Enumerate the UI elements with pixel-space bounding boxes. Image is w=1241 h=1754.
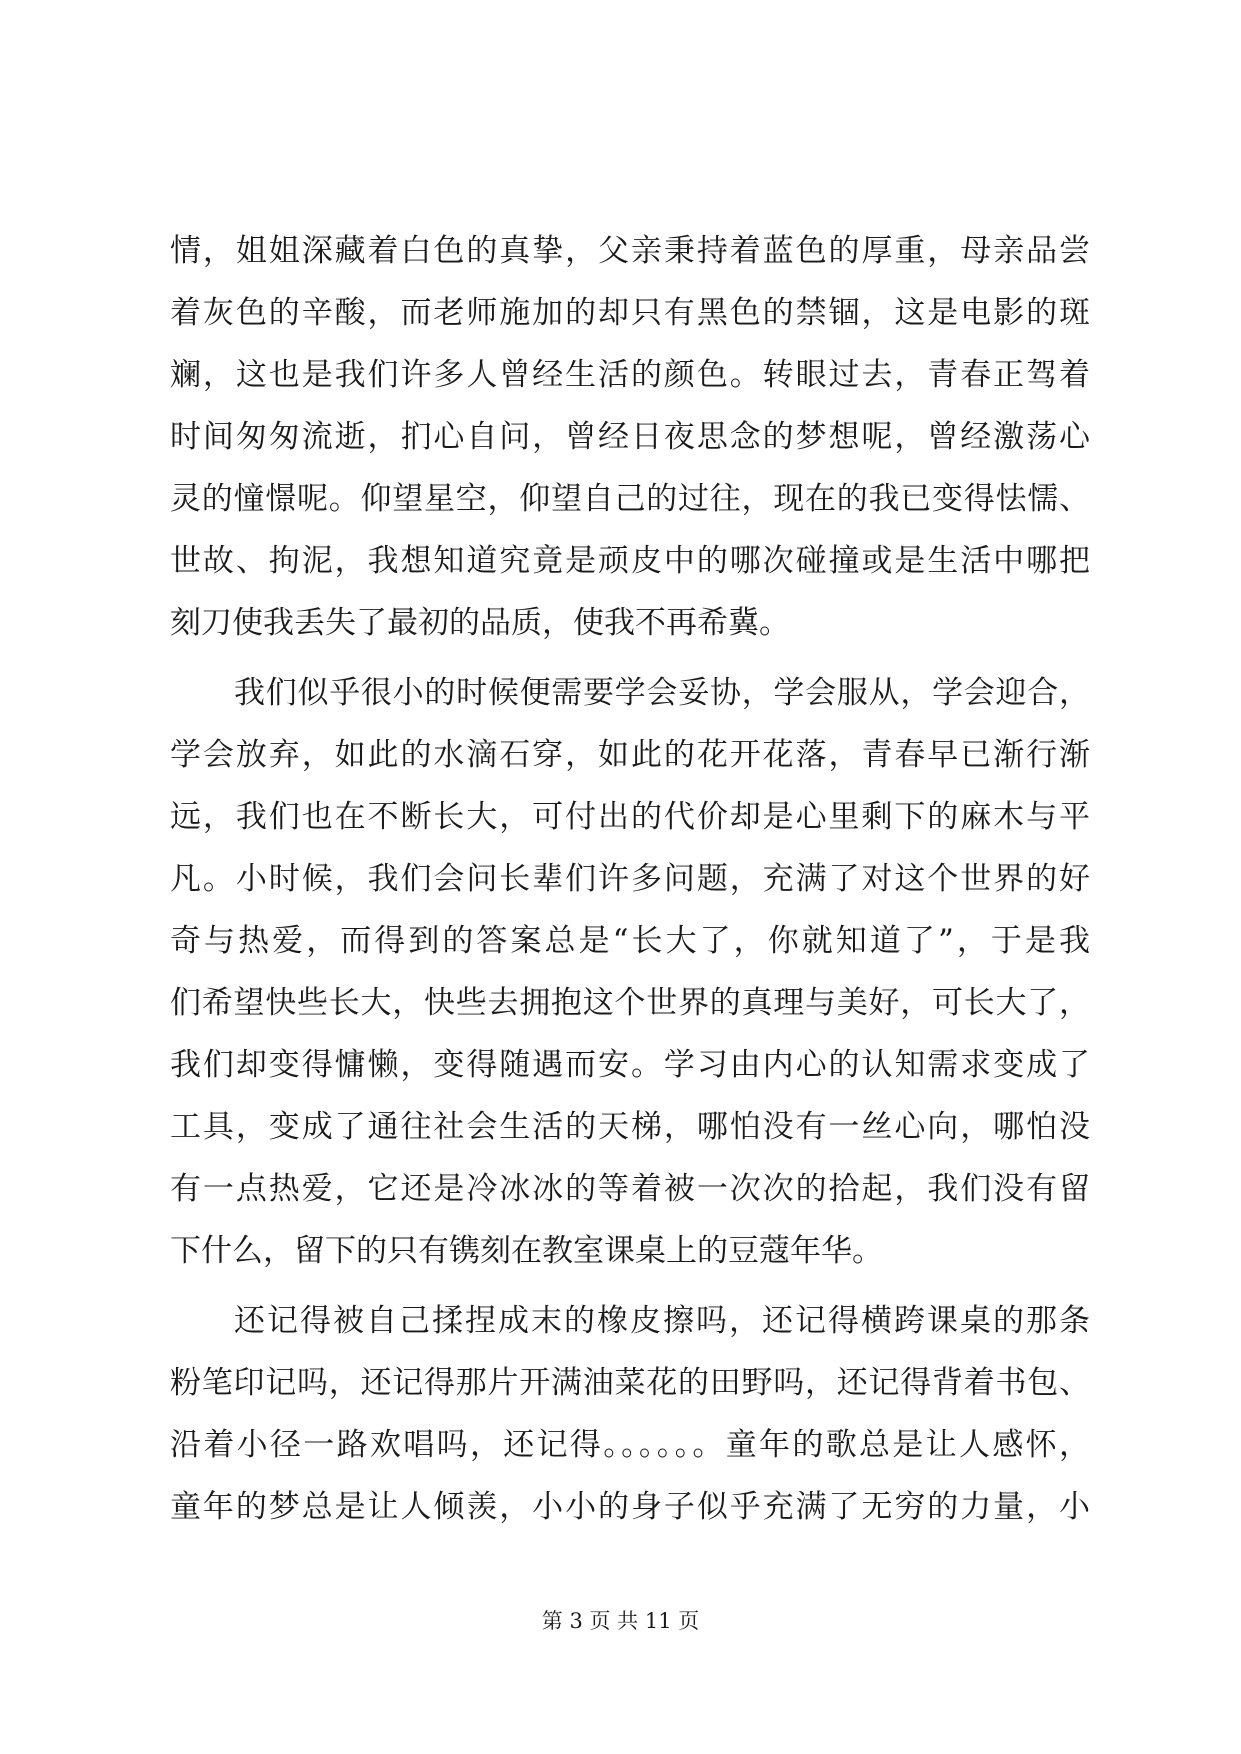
text-line: 灵的憧憬呢。仰望星空，仰望自己的过往，现在的我已变得怯懦、 bbox=[170, 481, 1090, 517]
text-line: 着灰色的辛酸，而老师施加的却只有黑色的禁锢，这是电影的斑 bbox=[170, 295, 1090, 331]
text-line: 学会放弃，如此的水滴石穿，如此的花开花落，青春早已渐行渐 bbox=[170, 737, 1090, 773]
text-line: 世故、拘泥，我想知道究竟是顽皮中的哪次碰撞或是生活中哪把 bbox=[170, 543, 1090, 579]
text-line: 粉笔印记吗，还记得那片开满油菜花的田野吗，还记得背着书包、 bbox=[170, 1365, 1090, 1401]
text-line: 时间匆匆流逝，扪心自问，曾经日夜思念的梦想呢，曾经激荡心 bbox=[170, 419, 1090, 455]
text-line: 下什么，留下的只有镌刻在教室课桌上的豆蔻年华。 bbox=[170, 1233, 883, 1269]
text-line: 还记得被自己揉捏成末的橡皮擦吗，还记得横跨课桌的那条 bbox=[234, 1303, 1090, 1339]
text-line: 工具，变成了通往社会生活的天梯，哪怕没有一丝心向，哪怕没 bbox=[170, 1109, 1090, 1145]
text-line: 斓，这也是我们许多人曾经生活的颜色。转眼过去，青春正驾着 bbox=[170, 357, 1090, 393]
paragraph-gap bbox=[170, 654, 1090, 662]
text-line: 童年的梦总是让人倾羡，小小的身子似乎充满了无穷的力量，小 bbox=[170, 1489, 1090, 1525]
page-number-footer: 第 3 页 共 11 页 bbox=[541, 1609, 700, 1633]
text-line: 有一点热爱，它还是冷冰冰的等着被一次次的拾起，我们没有留 bbox=[170, 1171, 1090, 1207]
text-line: 沿着小径一路欢唱吗，还记得。。。。。。童年的歌总是让人感怀， bbox=[170, 1427, 1090, 1463]
text-line: 我们似乎很小的时候便需要学会妥协，学会服从，学会迎合， bbox=[234, 675, 1090, 711]
body-text bbox=[170, 220, 1090, 1538]
text-line: 情，姐姐深藏着白色的真挚，父亲秉持着蓝色的厚重，母亲品尝 bbox=[170, 233, 1090, 269]
text-line: 刻刀使我丢失了最初的品质，使我不再希冀。 bbox=[170, 605, 790, 641]
text-line: 凡。小时候，我们会问长辈们许多问题，充满了对这个世界的好 bbox=[170, 861, 1090, 897]
text-line: 们希望快些长大，快些去拥抱这个世界的真理与美好，可长大了， bbox=[170, 985, 1090, 1021]
text-line: 我们却变得慵懒，变得随遇而安。学习由内心的认知需求变成了 bbox=[170, 1047, 1090, 1083]
paragraph-2 bbox=[170, 662, 1090, 1282]
paragraph-gap bbox=[170, 1282, 1090, 1290]
text-line: 远，我们也在不断长大，可付出的代价却是心里剩下的麻木与平 bbox=[170, 799, 1090, 835]
text-line: 奇与热爱，而得到的答案总是“长大了，你就知道了”，于是我 bbox=[170, 923, 1090, 959]
paragraph-1 bbox=[170, 220, 1090, 654]
paragraph-3 bbox=[170, 1290, 1090, 1538]
